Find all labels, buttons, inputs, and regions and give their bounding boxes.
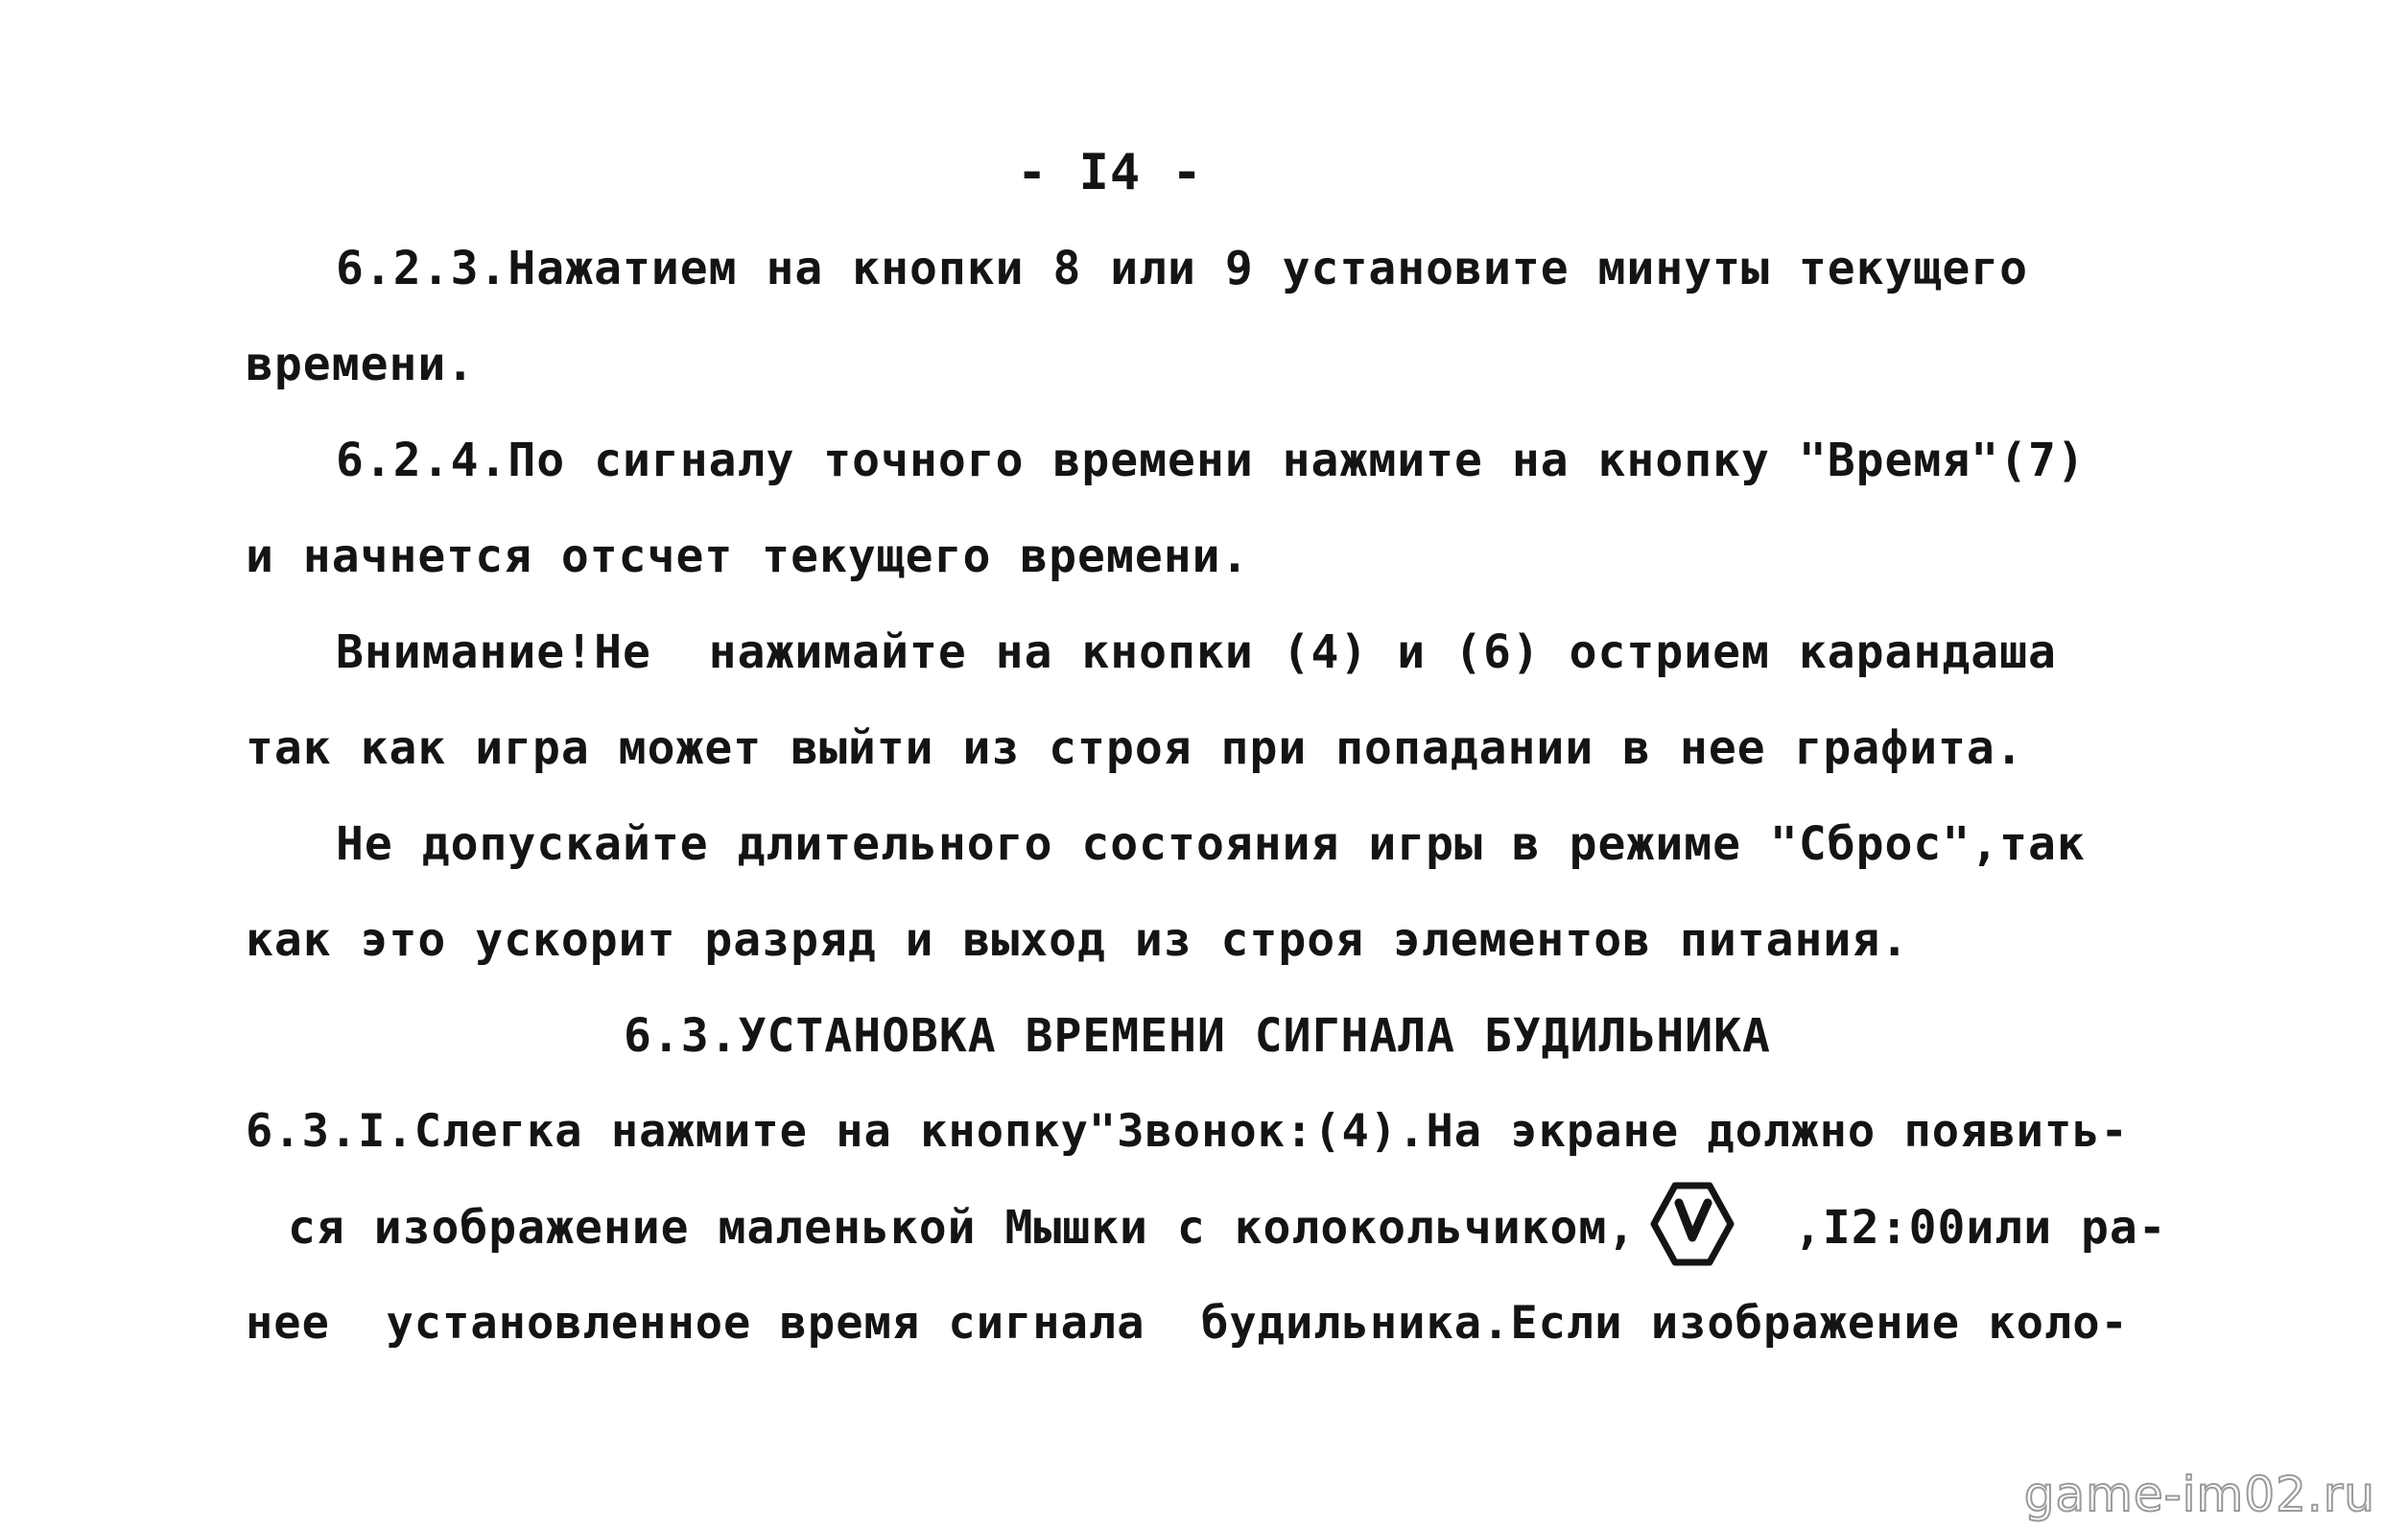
- paragraph-6-2-4-line-1: 6.2.4.По сигналу точного времени нажмите на кнопку "Время"(7): [336, 434, 2086, 487]
- paragraph-6-3-1-line-1: 6.3.I.Слегка нажмите на кнопку"Звонок:(4).На экране должно появить-: [246, 1105, 2129, 1158]
- paragraph-6-2-4-line-2: и начнется отсчет текущего времени.: [246, 529, 1250, 583]
- section-heading: 6.3.УСТАНОВКА ВРЕМЕНИ СИГНАЛА БУДИЛЬНИКА: [624, 1009, 1771, 1063]
- paragraph-6-2-3-line-1: 6.2.3.Нажатием на кнопки 8 или 9 установите минуты текущего: [336, 242, 2029, 295]
- warning-line-2: так как игра может выйти из строя при попадании в нее графита.: [246, 721, 2024, 775]
- warning-line-1: Внимание!Не нажимайте на кнопки (4) и (6) острием карандаша: [336, 625, 2057, 679]
- reset-note-line-1: Не допускайте длительного состояния игры в режиме "Сброс",так: [336, 817, 2086, 871]
- paragraph-6-3-1-line-2: ся изображение маленькой Мышки с колокольчиком,: [288, 1201, 1637, 1255]
- reset-note-line-2: как это ускорит разряд и выход из строя элементов питания.: [246, 913, 1910, 967]
- paragraph-6-3-1-line-2-end: ,I2:00или ра-: [1794, 1201, 2167, 1255]
- page-number: - I4 -: [1017, 144, 1203, 201]
- watermark: game-im02.ru: [2023, 1467, 2375, 1522]
- paragraph-6-2-3-line-2: времени.: [246, 338, 476, 391]
- bell-hexagon-icon: [1648, 1180, 1736, 1268]
- paragraph-6-3-1-line-3: нее установленное время сигнала будильника.Если изображение коло-: [246, 1297, 2129, 1350]
